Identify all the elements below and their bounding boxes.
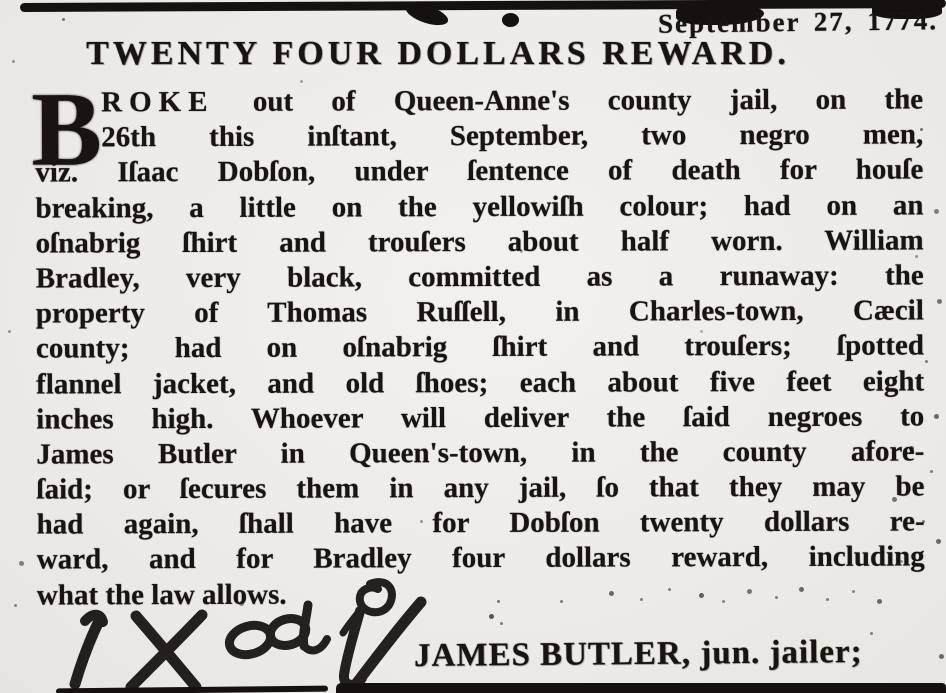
inked-cross-and-flourish-icon bbox=[40, 575, 440, 693]
paper-speckles bbox=[0, 0, 3, 3]
body-line: Bradley, very black, committed as a runaway: the bbox=[35, 259, 924, 295]
body-line: county; had on oſnabrig ſhirt and trouſers; ſpotted bbox=[35, 329, 925, 365]
body-line: flannel jacket, and old ſhoes; each about five feet eight bbox=[36, 364, 925, 401]
body-line bbox=[35, 82, 923, 120]
body-line: what the law allows. bbox=[36, 578, 287, 612]
bottom-rule bbox=[336, 683, 946, 693]
body-line: property of Thomas Ruſſell, in Charles-town, Cæcil bbox=[35, 294, 924, 330]
signer-name: JAMES BUTLER, jun. jailer; bbox=[413, 634, 863, 674]
body-line: had again, ſhall have for Dobſon twenty dollars re- bbox=[36, 505, 925, 541]
ink-blob bbox=[502, 13, 519, 27]
body-line: inches high. Whoever will deliver the ſaid negroes to bbox=[36, 400, 925, 436]
body-line: oſnabrig ſhirt and trouſers about half worn. William bbox=[35, 224, 924, 260]
body-line-caps: ROKE bbox=[101, 85, 215, 119]
body-line: James Butler in Queen's-town, in the county afore- bbox=[36, 435, 925, 471]
body-line: ward, and for Bradley four dollars reward, including bbox=[36, 540, 925, 576]
dateline: September 27, 1774. bbox=[657, 5, 939, 39]
body-line: 26th this inſtant, September, two negro men, bbox=[101, 118, 924, 154]
drop-cap: B bbox=[31, 70, 103, 188]
body-line: viz. Iſaac Dobſon, under ſentence of death for houſe bbox=[35, 153, 924, 189]
body-line-text: out of Queen-Anne's county jail, on the bbox=[252, 83, 924, 118]
notice-body bbox=[31, 70, 925, 613]
body-line: ſaid; or ſecures them in any jail, ſo that they may be bbox=[36, 470, 925, 506]
body-line: breaking, a little on the yellowiſh colour; had on an bbox=[35, 189, 924, 225]
headline: TWENTY FOUR DOLLARS REWARD. bbox=[86, 35, 790, 72]
